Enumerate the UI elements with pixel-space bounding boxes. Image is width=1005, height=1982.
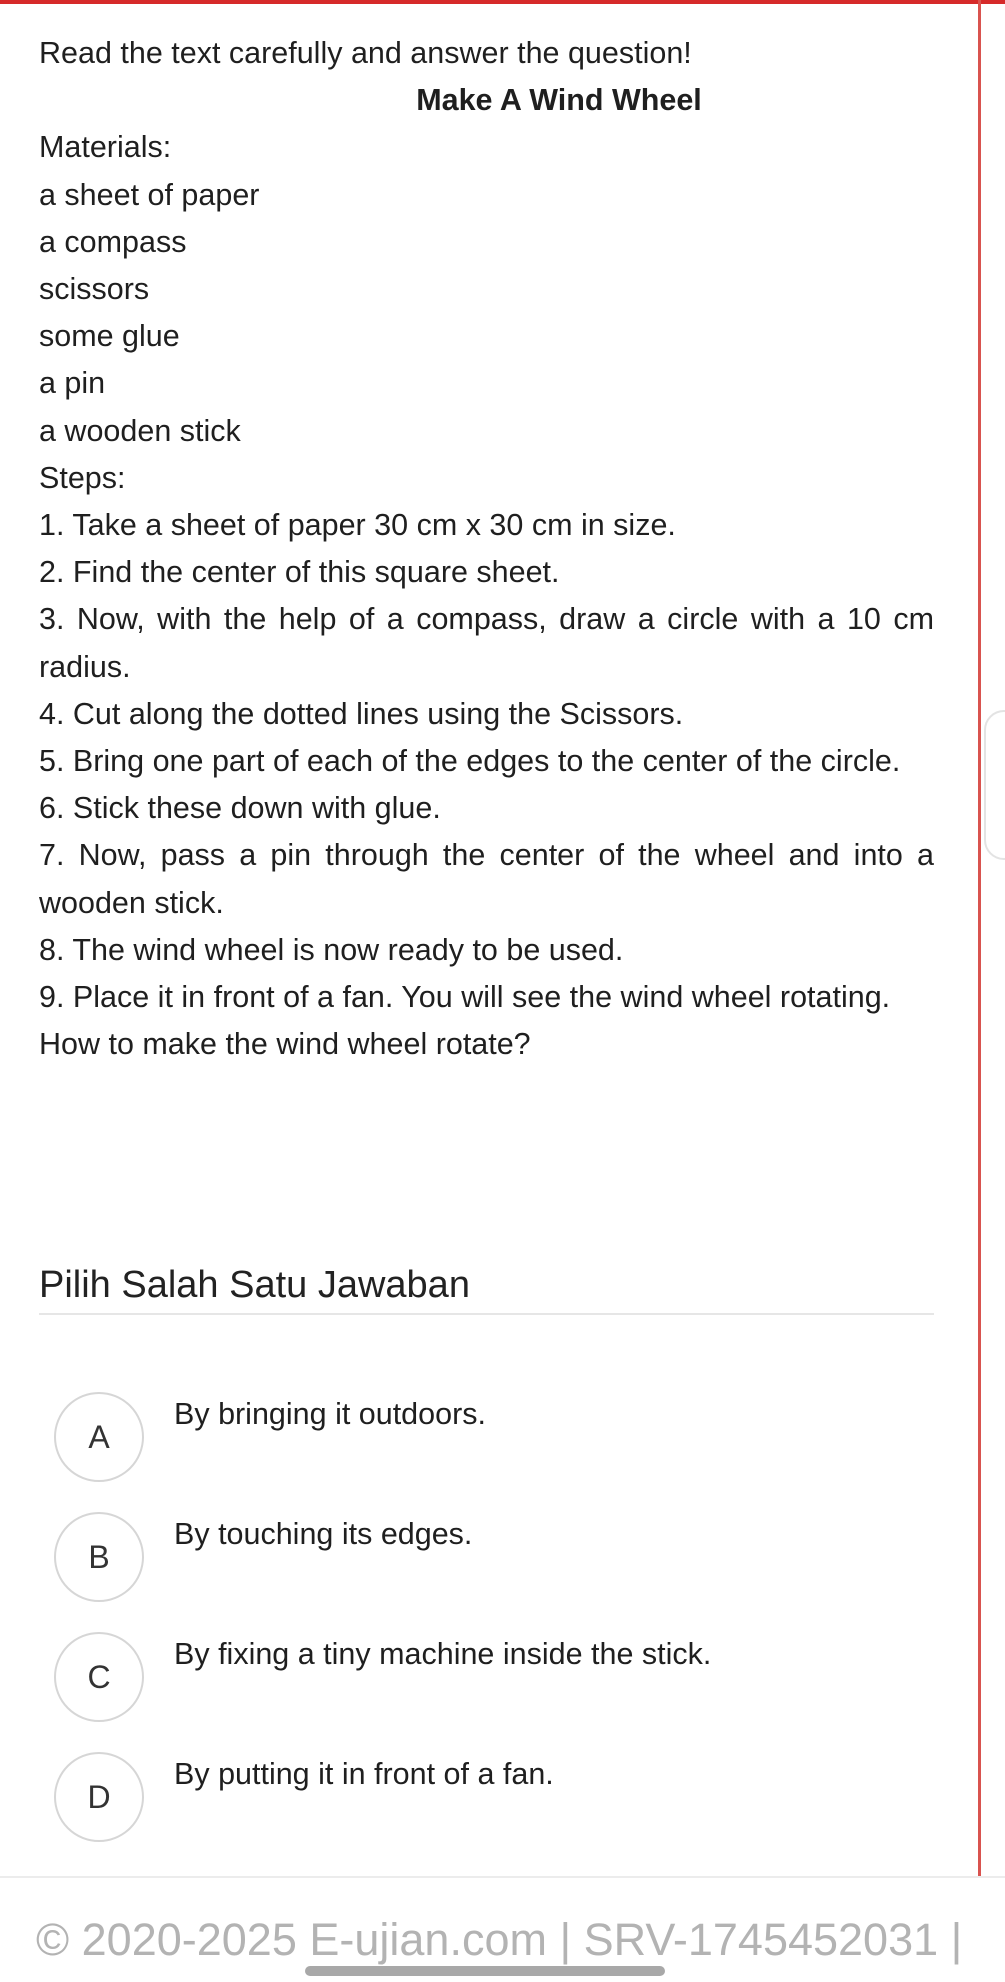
materials-label: Materials: (39, 130, 172, 165)
option-letter-circle[interactable]: A (54, 1392, 144, 1482)
option-letter-circle[interactable]: D (54, 1752, 144, 1842)
step-item: 1. Take a sheet of paper 30 cm x 30 cm in size. (39, 508, 676, 543)
question-text (39, 30, 934, 1068)
option-text[interactable]: By putting it in front of a fan. (174, 1757, 554, 1791)
step-item: 4. Cut along the dotted lines using the Scissors. (39, 696, 684, 731)
right-accent-bar (978, 0, 981, 1876)
material-item: scissors (39, 272, 150, 307)
answer-option-d[interactable] (54, 1752, 934, 1844)
heading-divider (39, 1313, 934, 1315)
step-item: 9. Place it in front of a fan. You will see the wind wheel rotating. (39, 980, 891, 1015)
answer-option-a[interactable] (54, 1392, 934, 1484)
step-item: 2. Find the center of this square sheet. (39, 555, 560, 590)
option-text[interactable]: By fixing a tiny machine inside the stick. (174, 1637, 712, 1671)
footer-copyright: © 2020-2025 E-ujian.com | SRV-1745452031 | (36, 1914, 963, 1965)
answer-option-c[interactable] (54, 1632, 934, 1724)
step-item: 3. Now, with the help of a compass, draw a circle with a 10 cm radius. (39, 602, 934, 684)
option-letter-circle[interactable]: C (54, 1632, 144, 1722)
option-letter-circle[interactable]: B (54, 1512, 144, 1602)
material-item: a sheet of paper (39, 177, 260, 212)
steps-label: Steps: (39, 460, 126, 495)
material-item: a wooden stick (39, 413, 241, 448)
material-item: a compass (39, 224, 187, 259)
step-item: 5. Bring one part of each of the edges to the center of the circle. (39, 744, 901, 779)
step-item: 7. Now, pass a pin through the center of the wheel and into a wooden stick. (39, 838, 934, 920)
reading-title: Make A Wind Wheel (416, 83, 702, 118)
top-accent-bar (0, 0, 1005, 4)
home-indicator[interactable] (305, 1966, 665, 1976)
option-text[interactable]: By bringing it outdoors. (174, 1397, 486, 1431)
side-drawer-handle[interactable] (984, 710, 1005, 860)
instruction: Read the text carefully and answer the question! (39, 36, 692, 70)
step-item: 6. Stick these down with glue. (39, 791, 441, 826)
step-item: 8. The wind wheel is now ready to be used. (39, 932, 624, 967)
material-item: a pin (39, 366, 106, 401)
option-text[interactable]: By touching its edges. (174, 1517, 473, 1551)
answer-section-heading: Pilih Salah Satu Jawaban (39, 1264, 470, 1306)
material-item: some glue (39, 319, 180, 354)
footer-divider (0, 1876, 1005, 1878)
question-prompt: How to make the wind wheel rotate? (39, 1027, 531, 1062)
answer-option-b[interactable] (54, 1512, 934, 1604)
